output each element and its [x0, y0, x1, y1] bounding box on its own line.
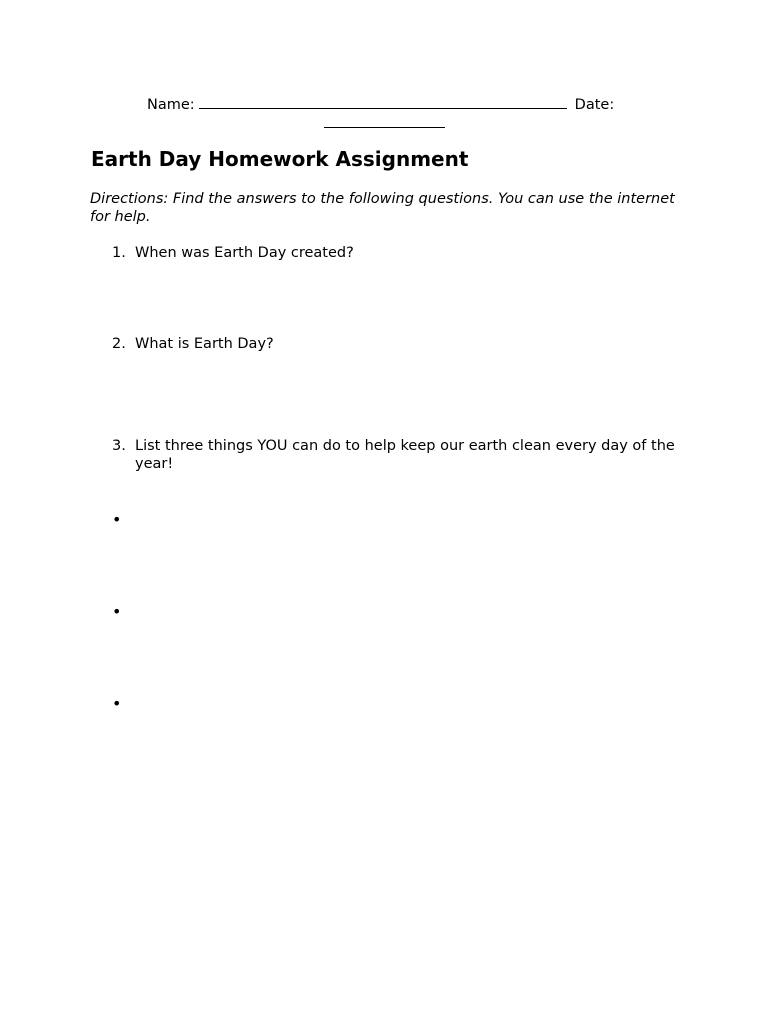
- date-label: Date:: [574, 97, 615, 113]
- question-2: [112, 335, 682, 353]
- answer-bullet-3: •: [112, 694, 122, 713]
- question-1: [112, 244, 682, 262]
- answer-bullet-2: •: [112, 602, 122, 621]
- question-text: What is Earth Day?: [135, 336, 274, 352]
- page-title: Earth Day Homework Assignment: [91, 147, 469, 171]
- question-3: [112, 437, 682, 473]
- question-number: 2.: [112, 336, 126, 352]
- answer-bullet-1: •: [112, 510, 122, 529]
- question-number: 3.: [112, 438, 126, 454]
- date-blank-line[interactable]: [324, 127, 445, 128]
- question-text: List three things YOU can do to help keep our earth clean every day of the year!: [135, 438, 675, 472]
- directions-text: Directions: Find the answers to the following questions. You can use the internet for help.: [90, 191, 675, 225]
- question-text: When was Earth Day created?: [135, 245, 354, 261]
- question-number: 1.: [112, 245, 126, 261]
- name-date-line: [147, 93, 627, 114]
- name-label: Name:: [147, 97, 195, 113]
- name-blank-line[interactable]: [199, 93, 567, 109]
